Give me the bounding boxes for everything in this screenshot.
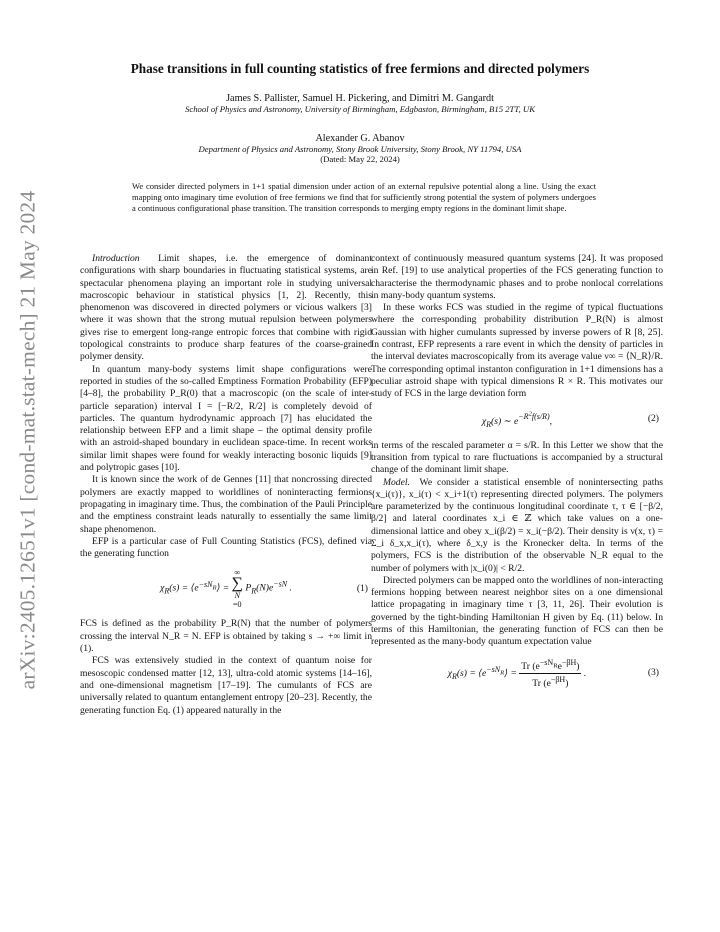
paragraph-text: We consider a statistical ensemble of nonintersecting paths {x_i(τ)}, x_i(τ) < x_i+1(τ) representing directed polymers. The polymers are parameterized by the continuous longitudinal coordinate τ, τ ∈ [−β/2, β/2] and lateral coordinates x_i ∈ ℤ which take values on a one-dimensional lattice and obey x_i(β/2) = x_i(−β/2). Their density is ν(x, τ) = Σ_i δ_x,x_i(τ), where δ_x,y is the Kronecker delta. In terms of the polymers, FCS is the distribution of the observable N_R equal to the number of polymers with |x_i(0)| < R/2. bbox=[371, 476, 663, 574]
equation-body: $\chi_R(s)$ ∼ $e^{-R^2f(s/R)}$, bbox=[481, 410, 553, 429]
left-column bbox=[80, 253, 372, 717]
equation-1 bbox=[80, 568, 372, 609]
affiliation-2: Department of Physics and Astronomy, Stony Brook University, Stony Brook, NY 11794, USA bbox=[198, 144, 522, 154]
equation-2 bbox=[371, 409, 663, 431]
author2-block bbox=[60, 133, 660, 164]
section-lead: Introduction bbox=[92, 253, 140, 264]
affiliation-1: School of Physics and Astronomy, University of Birmingham, Edgbaston, Birmingham, B15 2TT, UK bbox=[185, 104, 535, 114]
equation-number: (2) bbox=[647, 413, 659, 425]
paragraph: FCS is defined as the probability P_R(N) that the number of polymers crossing the interval N_R = N. EFP is obtained by taking s → +∞ limit in (1). bbox=[80, 618, 372, 655]
equation-3 bbox=[371, 657, 663, 691]
authors-block bbox=[60, 93, 660, 114]
equation-body: $\chi_R(s)$ = $⟨e^{-sN_R}⟩$ = ∞ ∑ N =0 $P_R(N)e^{-sN}$ . bbox=[160, 568, 292, 610]
arxiv-id-text: arXiv:2405.12651v1 [cond-mat.stat-mech] 21 May 2024 bbox=[15, 190, 40, 690]
paper-title: Phase transitions in full counting statistics of free fermions and directed polymers bbox=[130, 61, 590, 76]
paragraph: Directed polymers can be mapped onto the worldlines of non-interacting fermions hopping between nearest neighbor sites on a one dimensional lattice propagating in imaginary time τ [3, 11, 26]. Their evolution is governed by the tight-binding Hamiltonian H given by Eq. (11) below. In terms of this Hamiltonian, the generating function of FCS can then be represented as the many-body quantum expectation value bbox=[371, 574, 663, 648]
paragraph: It is known since the work of de Gennes [11] that noncrossing directed polymers are exactly mapped to worldlines of noninteracting fermions propagating in imaginary time. Thus, the combination of the Pauli Principle and the emptiness constraint leads naturally to essentially the same limit shape phenomenon. bbox=[80, 474, 372, 535]
paragraph: In quantum many-body systems limit shape configurations were reported in studies of the so-called Emptiness Formation Probability (EFP) [4–8], the probability P_R(0) that a macroscopic (on the scale of inter-particle separation) interval I = [−R/2, R/2] is completely devoid of particles. The quantum hydrodynamic approach [7] has elucidated the relationship between EFP and a limit shape – the optimal density profile with an astroid-shaped boundary in euclidean space-time. In recent works similar limit shapes were found for weakly interacting bosonic liquids [9] and polytropic gases [10]. bbox=[80, 363, 372, 474]
right-column bbox=[371, 253, 663, 700]
paragraph-text: Limit shapes, i.e. the emergence of dominant configurations with sharp boundaries in fluctuating statistical systems, are spectacular phenomena playing an important role in studying universal macroscopic behaviour in statistical physics [1, 2]. Recently, this phenomenon was discovered in directed polymers or vicious walkers [3] where it was shown that the strong mutual repulsion between polymers gives rise to emergent long-range entropic forces that combine with rigid topological constraints to produce sharp features of the coarse-grained polymer density. bbox=[80, 253, 372, 363]
equation-number: (3) bbox=[647, 667, 659, 679]
abstract: We consider directed polymers in 1+1 spatial dimension under action of an external repulsive potential along a line. Using the exact mapping onto imaginary time evolution of free fermions we find that for sufficiently strong potential the system of polymers undergoes a continuous configurational phase transition. The transition corresponds to merging empty regions in the dominant limit shape. bbox=[132, 181, 596, 213]
section-lead: Model. bbox=[383, 476, 410, 488]
equation-number: (1) bbox=[356, 582, 368, 594]
paragraph bbox=[80, 253, 372, 364]
paragraph: context of continuously measured quantum systems [24]. It was proposed in Ref. [19] to use analytical properties of the FCS generating function to characterise the thermodynamic phases and to probe nonlocal correlations in many-body quantum systems. bbox=[371, 253, 663, 301]
paragraph: in terms of the rescaled parameter α = s/R. In this Letter we show that the transition from typical to rare fluctuations is accompanied by a structural change of the dominant limit shape. bbox=[371, 439, 663, 476]
paragraph: EFP is a particular case of Full Counting Statistics (FCS), defined via the generating function bbox=[80, 535, 372, 560]
paragraph: FCS was extensively studied in the context of quantum noise for mesoscopic condensed matter [12, 13], ultra-cold atomic systems [14–16], and one-dimensional magnetism [17–19]. The cumulants of FCS are universally related to quantum entanglement entropy [20–23]. Recently, the generating function Eq. (1) appeared naturally in the bbox=[80, 655, 372, 716]
dated: (Dated: May 22, 2024) bbox=[320, 154, 400, 164]
arxiv-identifier bbox=[8, 180, 48, 700]
paragraph: In these works FCS was studied in the regime of typical fluctuations where the corresponding probability distribution P_R(N) is almost Gaussian with higher cumulants supressed by inverse powers of R [8, 25]. In contrast, EFP represents a rare event in which the density of particles in the interval deviates macroscopically from its average value ν∞ = ⟨N_R⟩/R. The corresponding optimal instanton configuration in 1+1 dimensions has a peculiar astroid shape with typical dimensions R × R. This motivates our study of FCS in the large deviation form bbox=[371, 302, 663, 400]
paragraph bbox=[371, 477, 663, 575]
author-2: Alexander G. Abanov bbox=[315, 133, 405, 144]
equation-body: $\chi_R(s)$ = $⟨e^{-sN_R}⟩$ = Tr $(e^{-sN_R}e^{-\beta H})$ Tr $(e^{-\beta H})$ . bbox=[447, 657, 587, 690]
authors-line: James S. Pallister, Samuel H. Pickering, and Dimitri M. Gangardt bbox=[226, 93, 494, 104]
